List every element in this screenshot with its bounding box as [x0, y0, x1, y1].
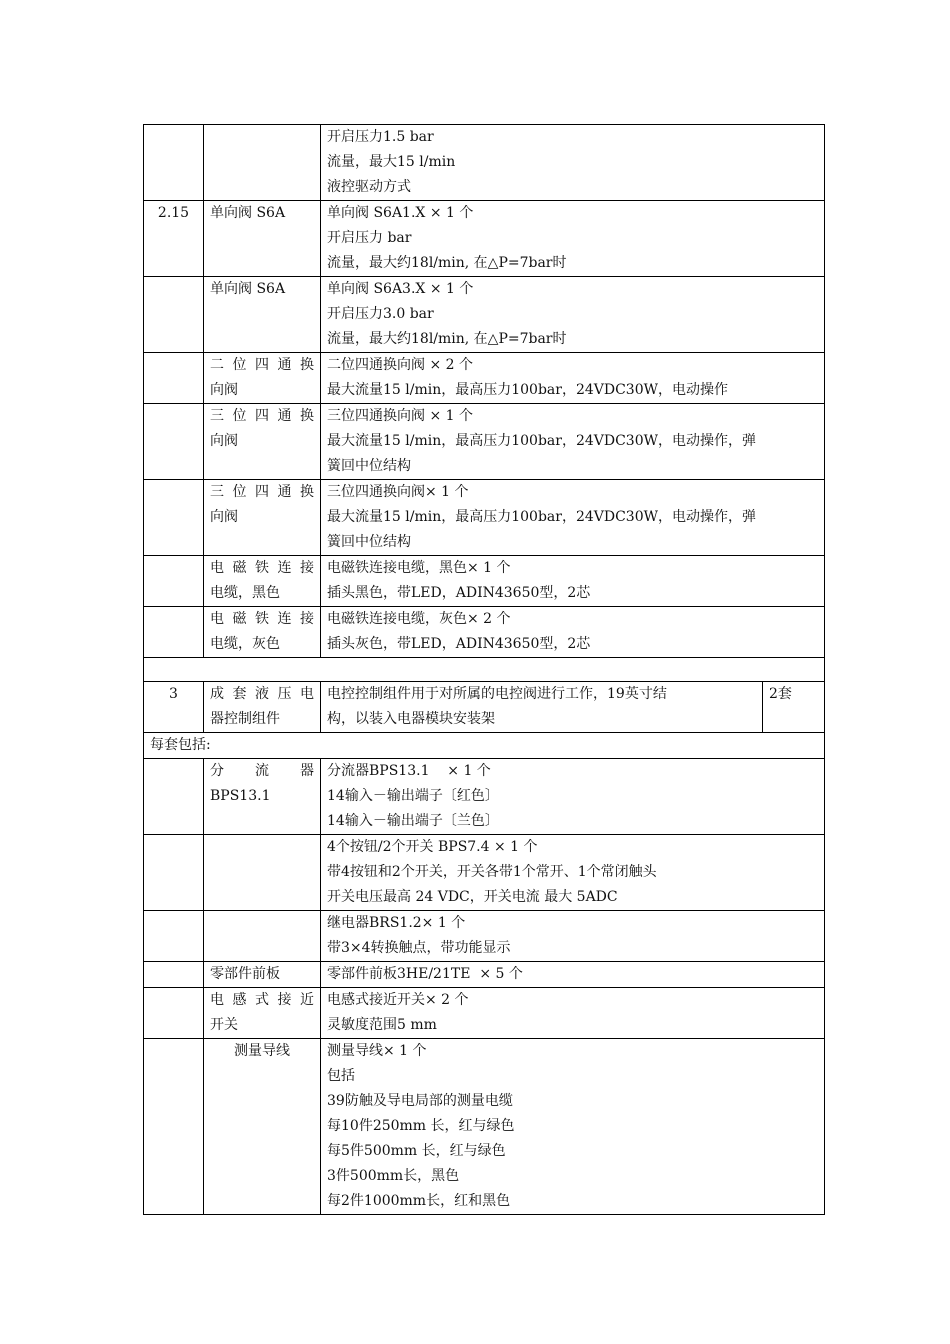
item-name [204, 759, 321, 835]
description-line: 流量，最大约18l/min, 在△P=7bar时 [327, 255, 567, 271]
item-number [144, 404, 204, 480]
item-number [144, 125, 204, 201]
table-row [144, 277, 825, 353]
item-name-line: 电磁铁连接 [210, 611, 314, 627]
item-name-line: 电缆，灰色 [210, 636, 280, 652]
description-line: 每2件1000mm长，红和黑色 [327, 1193, 511, 1209]
item-name-line: 向阀 [210, 433, 238, 449]
item-name-line: 向阀 [210, 382, 238, 398]
separator-row [144, 658, 825, 682]
table-row [144, 201, 825, 277]
item-description [321, 480, 825, 556]
description-line: 灵敏度范围5 mm [327, 1017, 437, 1033]
item-name [204, 835, 321, 911]
item-number [144, 911, 204, 962]
description-line: 流量，最大15 l/min [327, 154, 456, 170]
item-number [144, 277, 204, 353]
description-line: 14输入－输出端子〔红色〕 [327, 788, 499, 804]
table-row [144, 911, 825, 962]
description-line: 3件500mm长，黑色 [327, 1168, 460, 1184]
description-line: 电感式接近开关× 2 个 [327, 992, 469, 1008]
description-line: 39防触及导电局部的测量电缆 [327, 1093, 513, 1109]
item-number [144, 607, 204, 658]
table-row [144, 125, 825, 201]
description-line: 三位四通换向阀× 1 个 [327, 484, 469, 500]
table-row [144, 480, 825, 556]
description-line: 插头灰色，带LED，ADIN43650型，2芯 [327, 636, 591, 652]
empty-cell [144, 658, 825, 682]
item-name-line: 单向阀 S6A [210, 205, 286, 221]
item-description [321, 125, 825, 201]
description-line: 电控控制组件用于对所属的电控阀进行工作，19英寸结 [327, 686, 667, 702]
item-number: 2.15 [144, 201, 204, 277]
description-line: 零部件前板3HE/21TE × 5 个 [327, 966, 523, 982]
description-line: 包括 [327, 1068, 355, 1084]
description-line: 测量导线× 1 个 [327, 1043, 427, 1059]
item-number [144, 1039, 204, 1215]
item-name [204, 682, 321, 733]
item-description [321, 404, 825, 480]
item-name-line: 电磁铁连接 [210, 560, 314, 576]
item-description [321, 277, 825, 353]
item-description [321, 1039, 825, 1215]
item-name-line: 电缆，黑色 [210, 585, 280, 601]
item-name-line: 二位四通换 [210, 357, 314, 373]
description-line: 继电器BRS1.2× 1 个 [327, 915, 466, 931]
description-line: 构，以装入电器模块安装架 [327, 711, 495, 727]
description-line: 簧回中位结构 [327, 534, 411, 550]
item-quantity: 2套 [763, 682, 825, 733]
description-line: 开启压力1.5 bar [327, 129, 434, 145]
item-name [204, 962, 321, 988]
item-description [321, 682, 763, 733]
table-row [144, 556, 825, 607]
item-name [204, 988, 321, 1039]
description-line: 最大流量15 l/min，最高压力100bar，24VDC30W，电动操作，弹 [327, 433, 757, 449]
table-row [144, 759, 825, 835]
includes-label: 每套包括: [144, 733, 825, 759]
item-number [144, 759, 204, 835]
item-description [321, 607, 825, 658]
description-line: 液控驱动方式 [327, 179, 411, 195]
description-line: 插头黑色，带LED，ADIN43650型，2芯 [327, 585, 591, 601]
item-number [144, 556, 204, 607]
item-description [321, 835, 825, 911]
description-line: 开启压力 bar [327, 230, 412, 246]
description-line: 开关电压最高 24 VDC，开关电流 最大 5ADC [327, 889, 618, 905]
table-row [144, 962, 825, 988]
item-number: 3 [144, 682, 204, 733]
description-line: 带3×4转换触点，带功能显示 [327, 940, 511, 956]
item-number [144, 353, 204, 404]
equipment-spec-table [143, 124, 825, 1215]
description-line: 开启压力3.0 bar [327, 306, 434, 322]
item-name [204, 125, 321, 201]
item-description [321, 911, 825, 962]
item-name [204, 1039, 321, 1215]
description-line: 每10件250mm 长，红与绿色 [327, 1118, 515, 1134]
description-line: 单向阀 S6A3.X × 1 个 [327, 281, 474, 297]
item-description [321, 201, 825, 277]
item-name-line: BPS13.1 [210, 788, 271, 804]
item-name [204, 607, 321, 658]
table-row [144, 682, 825, 733]
description-line: 三位四通换向阀 × 1 个 [327, 408, 473, 424]
description-line: 电磁铁连接电缆，灰色× 2 个 [327, 611, 511, 627]
description-line: 电磁铁连接电缆，黑色× 1 个 [327, 560, 511, 576]
item-name [204, 201, 321, 277]
item-description [321, 556, 825, 607]
item-name [204, 480, 321, 556]
description-line: 最大流量15 l/min，最高压力100bar，24VDC30W，电动操作，弹 [327, 509, 757, 525]
description-line: 最大流量15 l/min，最高压力100bar，24VDC30W，电动操作 [327, 382, 729, 398]
description-line: 单向阀 S6A1.X × 1 个 [327, 205, 474, 221]
item-number [144, 480, 204, 556]
description-line: 14输入－输出端子〔兰色〕 [327, 813, 499, 829]
table-row [144, 404, 825, 480]
item-name-line: 单向阀 S6A [210, 281, 286, 297]
table-row [144, 733, 825, 759]
item-number [144, 962, 204, 988]
item-number [144, 835, 204, 911]
table-row [144, 988, 825, 1039]
item-name-line: 测量导线 [234, 1043, 290, 1059]
description-line: 4个按钮/2个开关 BPS7.4 × 1 个 [327, 839, 538, 855]
item-description [321, 353, 825, 404]
item-name-line: 零部件前板 [210, 966, 280, 982]
item-name-line: 分流器 [210, 763, 314, 779]
item-number [144, 988, 204, 1039]
description-line: 分流器BPS13.1 × 1 个 [327, 763, 491, 779]
item-name-line: 电感式接近 [210, 992, 314, 1008]
table-row [144, 607, 825, 658]
item-name [204, 277, 321, 353]
table-row [144, 835, 825, 911]
item-description [321, 962, 825, 988]
item-name-line: 成套液压电 [210, 686, 314, 702]
item-name [204, 911, 321, 962]
description-line: 带4按钮和2个开关，开关各带1个常开、1个常闭触头 [327, 864, 657, 880]
item-description [321, 988, 825, 1039]
description-line: 每5件500mm 长，红与绿色 [327, 1143, 506, 1159]
description-line: 簧回中位结构 [327, 458, 411, 474]
item-name-line: 向阀 [210, 509, 238, 525]
description-line: 二位四通换向阀 × 2 个 [327, 357, 473, 373]
item-name-line: 器控制组件 [210, 711, 280, 727]
item-name [204, 404, 321, 480]
table-row [144, 353, 825, 404]
item-name-line: 开关 [210, 1017, 238, 1033]
item-name-line: 三位四通换 [210, 484, 314, 500]
item-name-line: 三位四通换 [210, 408, 314, 424]
description-line: 流量，最大约18l/min, 在△P=7bar时 [327, 331, 567, 347]
item-description [321, 759, 825, 835]
item-name [204, 353, 321, 404]
item-name [204, 556, 321, 607]
table-row [144, 1039, 825, 1215]
